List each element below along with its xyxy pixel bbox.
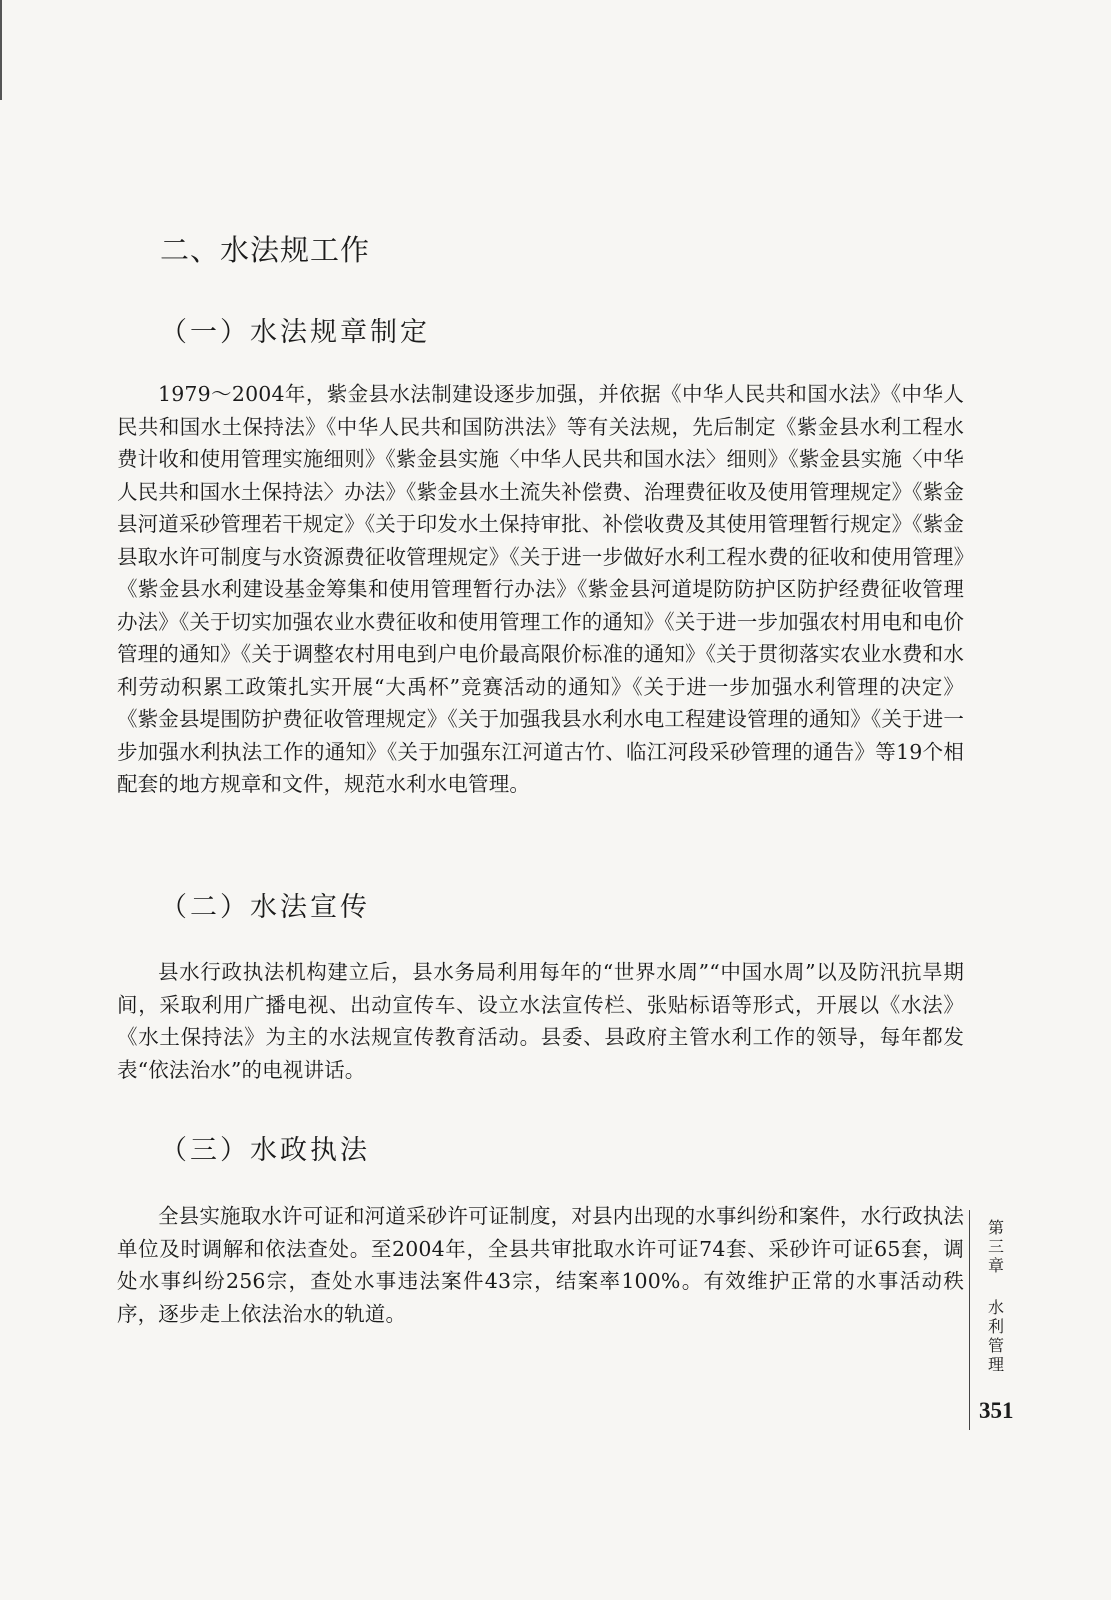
subsection-heading-enforcement: （三）水政执法 xyxy=(160,1135,370,1166)
binding-edge-line xyxy=(0,0,2,100)
chapter-label: 第三章 xyxy=(987,1218,1004,1275)
paragraph-regulations: 1979～2004年，紫金县水法制建设逐步加强，并依据《中华人民共和国水法》《中华人民共和国水土保持法》《中华人民共和国防洪法》等有关法规，先后制定《紫金县水利工程水费计收和使用管理实施细则》《紫金县实施〈中华人民共和国水法〉细则》《紫金县实施〈中华人民共和国水土保持法〉办法》《紫金县水土流失补偿费、治理费征收及使用管理规定》《紫金县河道采砂管理若干规定》《关于印发水土保持审批、补偿收费及其使用管理暂行规定》《紫金县取水许可制度与水资源费征收管理规定》《关于进一步做好水利工程水费的征收和使用管理》《紫金县水利建设基金筹集和使用管理暂行办法》《紫金县河道堤防防护区防护经费征收管理办法》《关于切实加强农业水费征收和使用管理工作的通知》《关于进一步加强农村用电和电价管理的通知》《关于调整农村用电到户电价最高限价标准的通知》《关于贯彻落实农业水费和水利劳动积累工政策扎实开展“大禹杯”竞赛活动的通知》《关于进一步加强水利管理的决定》《紫金县堤围防护费征收管理规定》《关于加强我县水利水电工程建设管理的通知》《关于进一步加强水利执法工作的通知》《关于加强东江河道古竹、临江河段采砂管理的通告》等19个相配套的地方规章和文件，规范水利水电管理。 xyxy=(117,382,964,796)
subsection-heading-publicity: （二）水法宣传 xyxy=(160,892,370,923)
page-number: 351 xyxy=(979,1398,1014,1423)
paragraph-publicity: 县水行政执法机构建立后，县水务局利用每年的“世界水周”“中国水周”以及防汛抗旱期间，采取利用广播电视、出动宣传车、设立水法宣传栏、张贴标语等形式，开展以《水法》《水土保持法》为主的水法规宣传教育活动。县委、县政府主管水利工作的领导，每年都发表“依法治水”的电视讲话。 xyxy=(117,960,964,1082)
section-title: 二、水法规工作 xyxy=(160,233,371,267)
sidebar-rule xyxy=(969,1210,970,1430)
chapter-topic: 水利管理 xyxy=(987,1298,1004,1374)
paragraph-enforcement: 全县实施取水许可证和河道采砂许可证制度，对县内出现的水事纠纷和案件，水行政执法单位及时调解和依法查处。至2004年，全县共审批取水许可证74套、采砂许可证65套，调处水事纠纷256宗，查处水事违法案件43宗，结案率100%。有效维护正常的水事活动秩序，逐步走上依法治水的轨道。 xyxy=(117,1204,964,1326)
subsection-heading-regulations: （一）水法规章制定 xyxy=(160,317,430,348)
